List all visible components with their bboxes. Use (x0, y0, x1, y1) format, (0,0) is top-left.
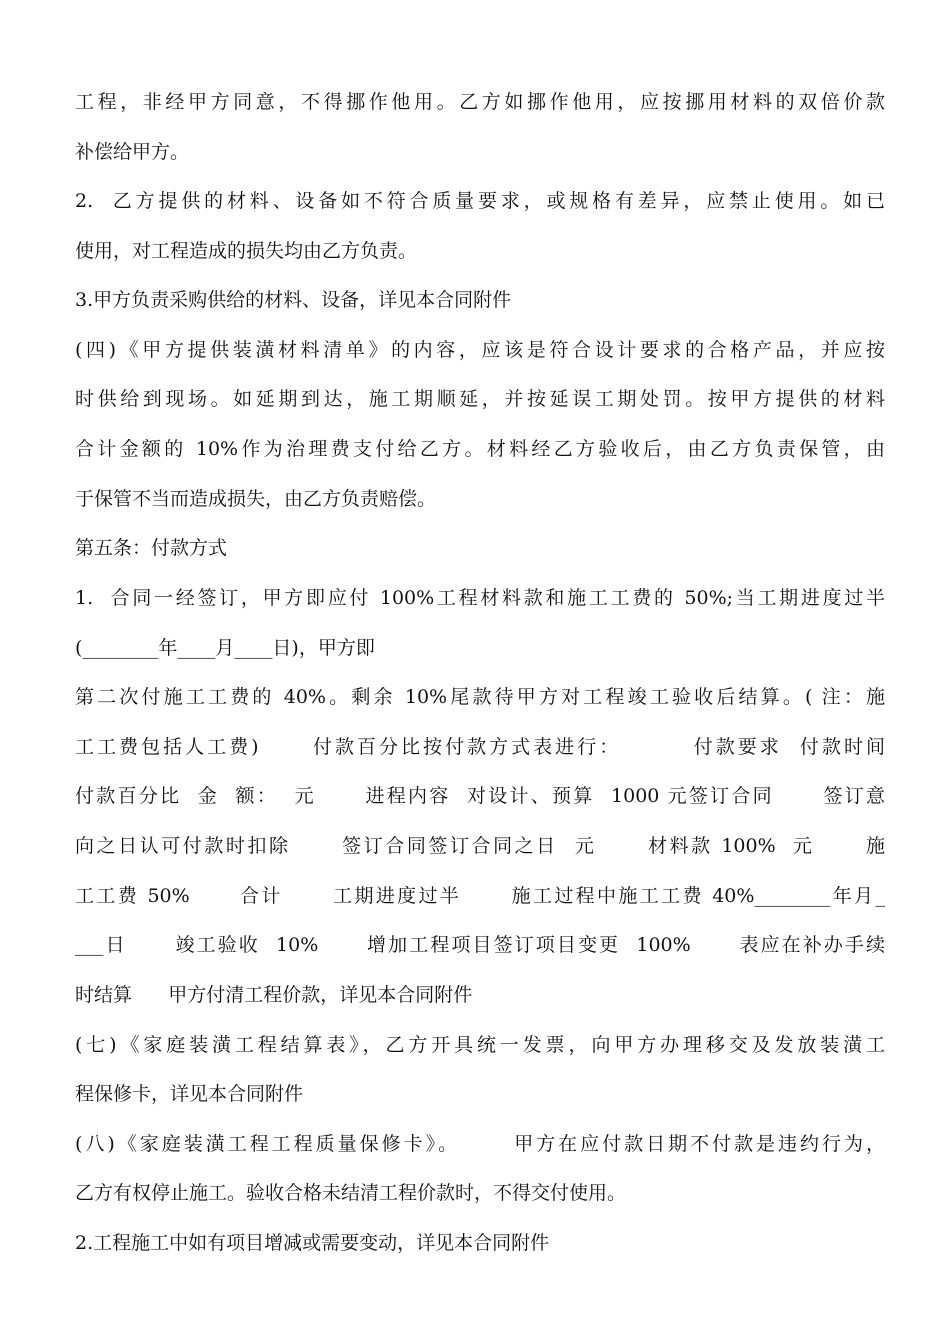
text-line: 乙方有权停止施工。验收合格未结清工程价款时，不得交付使用。 (75, 1182, 627, 1204)
text-line: (________年____月____日)，甲方即 (75, 637, 375, 659)
text-line: 1. 合同一经签订，甲方即应付 100%工程材料款和施工工费的 50%;当工期进度过半 (75, 587, 885, 609)
text-line: 2. 乙方提供的材料、设备如不符合质量要求，或规格有差异，应禁止使用。如已 (75, 190, 885, 212)
text-line: 于保管不当而造成损失，由乙方负责赔偿。 (75, 488, 437, 510)
section-heading: 第五条：付款方式 (75, 537, 228, 559)
text-line: 第二次付施工工费的 40%。剩余 10%尾款待甲方对工程竣工验收后结算。( 注：施 (75, 686, 885, 708)
text-line: (七)《家庭装潢工程结算表》，乙方开具统一发票，向甲方办理移交及发放装潢工 (75, 1034, 885, 1056)
text-line: 2.工程施工中如有项目增减或需要变动，详见本合同附件 (75, 1232, 550, 1254)
text-line: 程保修卡，详见本合同附件 (75, 1083, 304, 1105)
text-line: 工工费包括人工费) 付款百分比按付款方式表进行： 付款要求 付款时间 (75, 736, 885, 758)
text-line: 3.甲方负责采购供给的材料、设备，详见本合同附件 (75, 289, 512, 311)
text-line: 时供给到现场。如延期到达，施工期顺延，并按延误工期处罚。按甲方提供的材料 (75, 388, 885, 410)
text-line: 时结算 甲方付清工程价款，详见本合同附件 (75, 984, 473, 1006)
text-line: (四)《甲方提供装潢材料清单》的内容，应该是符合设计要求的合格产品，并应按 (75, 339, 885, 361)
text-line: 工工费 50% 合计 工期进度过半 施工过程中施工工费 40%________年月_ (75, 885, 885, 907)
text-line: 补偿给甲方。 (75, 141, 190, 163)
text-line: 工程，非经甲方同意，不得挪作他用。乙方如挪作他用，应按挪用材料的双倍价款 (75, 91, 885, 113)
text-line: 使用，对工程造成的损失均由乙方负责。 (75, 240, 418, 262)
text-line: ___日 竣工验收 10% 增加工程项目签订项目变更 100% 表应在补办手续 (75, 934, 885, 956)
text-line: (八)《家庭装潢工程工程质量保修卡》。 甲方在应付款日期不付款是违约行为， (75, 1133, 885, 1155)
text-line: 向之日认可付款时扣除 签订合同签订合同之日 元 材料款 100% 元 施 (75, 835, 885, 857)
text-line: 合计金额的 10%作为治理费支付给乙方。材料经乙方验收后，由乙方负责保管，由 (75, 438, 885, 460)
text-line: 付款百分比 金 额： 元 进程内容 对设计、预算 1000 元签订合同 签订意 (75, 785, 885, 807)
